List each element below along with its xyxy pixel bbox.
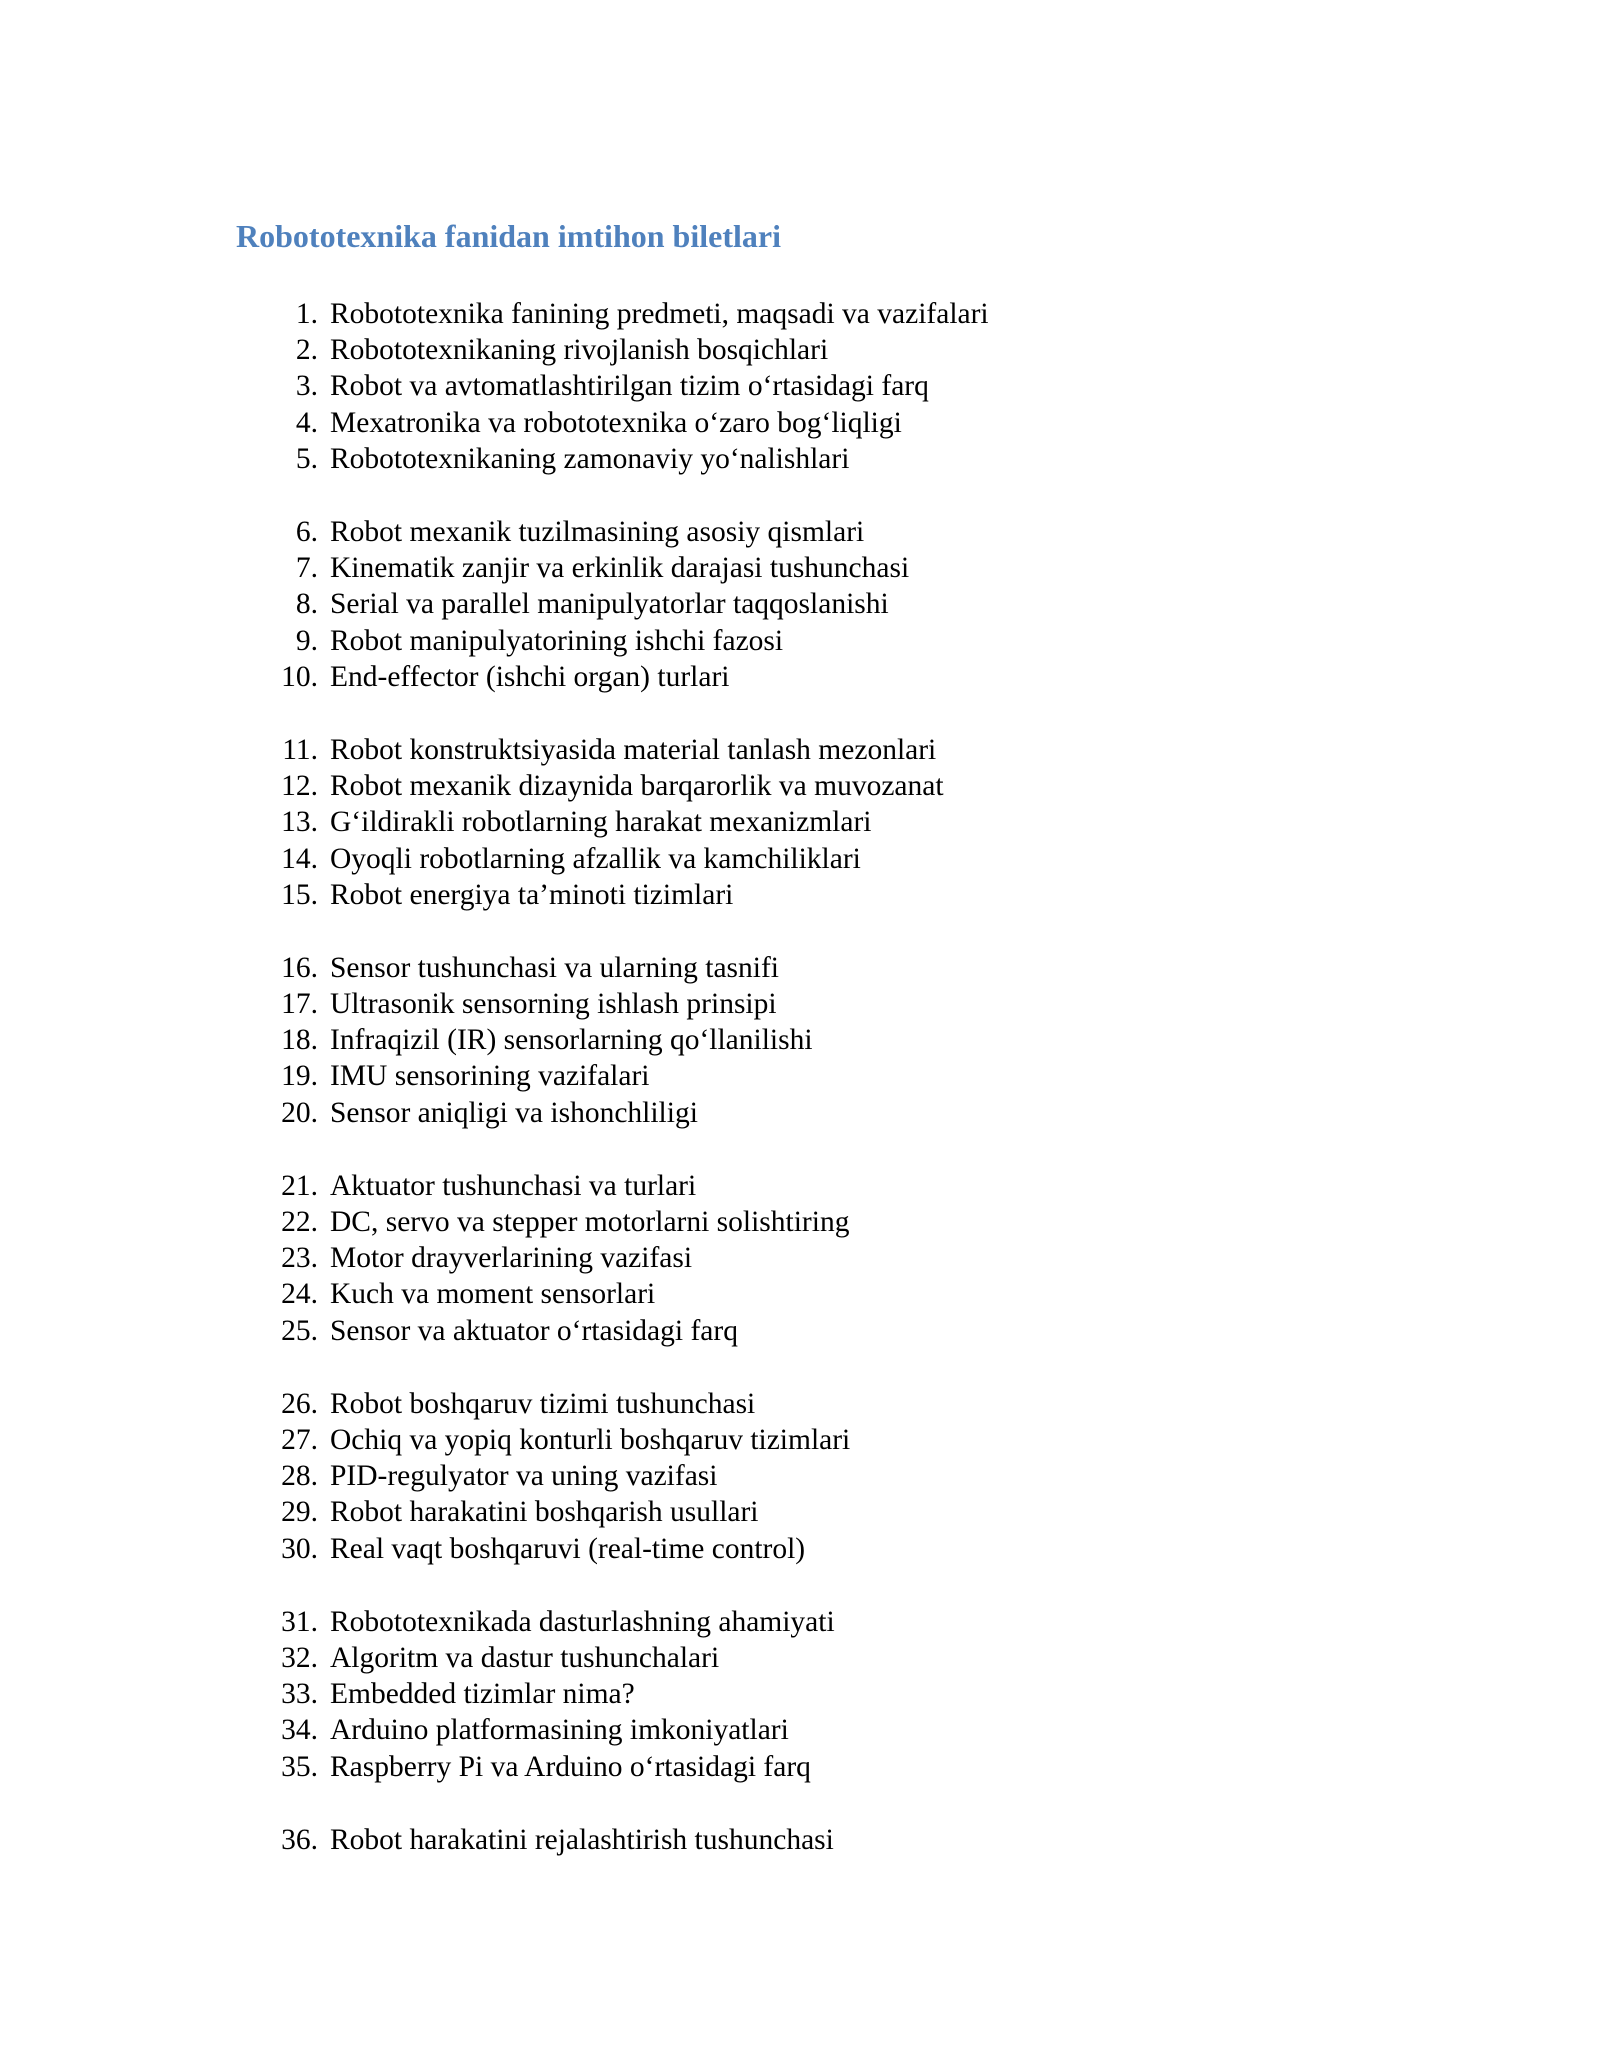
list-item (236, 1640, 989, 1676)
list-item-number: 12. (281, 769, 318, 802)
list-item (236, 659, 989, 695)
list-item (236, 369, 989, 405)
list-item-text: Robot mexanik tuzilmasining asosiy qismlari (330, 515, 865, 548)
question-group (236, 1604, 989, 1785)
list-item (236, 550, 989, 586)
list-item (236, 1241, 989, 1277)
list-item-text: Real vaqt boshqaruvi (real-time control) (330, 1532, 806, 1565)
list-item-number: 30. (281, 1532, 318, 1565)
list-item (236, 1422, 989, 1458)
list-item-text: Arduino platformasining imkoniyatlari (330, 1714, 789, 1747)
list-item-number: 5. (295, 442, 318, 475)
list-item-number: 32. (281, 1641, 318, 1674)
question-group (236, 1386, 989, 1567)
list-item-number: 22. (281, 1205, 318, 1238)
list-item-text: Robot harakatini rejalashtirish tushunchasi (330, 1823, 834, 1856)
list-item-text: Sensor tushunchasi va ularning tasnifi (330, 951, 779, 984)
list-item (236, 1495, 989, 1531)
list-item (236, 1604, 989, 1640)
list-item-text: Robot konstruktsiyasida material tanlash mezonlari (330, 733, 937, 766)
list-item (236, 1822, 989, 1858)
list-item (236, 1204, 989, 1240)
list-item-text: Sensor aniqligi va ishonchliligi (330, 1096, 698, 1129)
list-item-text: Embedded tizimlar nima? (330, 1678, 635, 1711)
list-item-number: 28. (281, 1460, 318, 1493)
list-item-number: 34. (281, 1714, 318, 1747)
list-item-text: Kuch va moment sensorlari (330, 1278, 656, 1311)
list-item (236, 1459, 989, 1495)
question-group (236, 296, 989, 477)
list-item-text: G‘ildirakli robotlarning harakat mexanizmlari (330, 806, 872, 839)
list-item-text: Robot manipulyatorining ishchi fazosi (330, 624, 784, 657)
list-item-text: Kinematik zanjir va erkinlik darajasi tushunchasi (330, 551, 910, 584)
list-item-text: Robototexnika fanining predmeti, maqsadi va vazifalari (330, 297, 989, 330)
list-item (236, 1713, 989, 1749)
list-item (236, 405, 989, 441)
list-item (236, 1168, 989, 1204)
question-group (236, 514, 989, 695)
list-item-text: Robot va avtomatlashtirilgan tizim o‘rtasidagi farq (330, 370, 929, 403)
list-item-number: 19. (281, 1060, 318, 1093)
list-item-text: Robototexnikaning rivojlanish bosqichlari (330, 333, 829, 366)
list-item (236, 768, 989, 804)
list-item-number: 25. (281, 1314, 318, 1347)
list-item (236, 1313, 989, 1349)
list-item (236, 1059, 989, 1095)
list-item-number: 26. (281, 1387, 318, 1420)
list-item (236, 514, 989, 550)
question-group (236, 1822, 989, 1858)
question-group (236, 950, 989, 1131)
list-item (236, 841, 989, 877)
list-item (236, 1531, 989, 1567)
list-item (236, 1749, 989, 1785)
list-item-number: 4. (295, 406, 318, 439)
list-item (236, 986, 989, 1022)
list-item (236, 1386, 989, 1422)
list-item-text: Mexatronika va robototexnika o‘zaro bog‘liqligi (330, 406, 902, 439)
list-item-text: Ochiq va yopiq konturli boshqaruv tizimlari (330, 1423, 851, 1456)
list-item-number: 14. (281, 842, 318, 875)
list-item-number: 18. (281, 1024, 318, 1057)
list-item-text: Algoritm va dastur tushunchalari (330, 1641, 720, 1674)
list-item-number: 10. (281, 660, 318, 693)
question-group (236, 1168, 989, 1349)
list-item (236, 296, 989, 332)
list-item-number: 21. (281, 1169, 318, 1202)
list-item-number: 13. (281, 806, 318, 839)
list-item-text: Aktuator tushunchasi va turlari (330, 1169, 697, 1202)
list-item (236, 1677, 989, 1713)
list-item-text: DC, servo va stepper motorlarni solishtiring (330, 1205, 850, 1238)
list-item (236, 1095, 989, 1131)
list-item-text: Robototexnikaning zamonaviy yo‘nalishlari (330, 442, 850, 475)
list-item-text: Ultrasonik sensorning ishlash prinsipi (330, 987, 777, 1020)
list-item-number: 9. (295, 624, 318, 657)
list-item (236, 623, 989, 659)
question-list (236, 296, 989, 1895)
list-item-text: Raspberry Pi va Arduino o‘rtasidagi farq (330, 1750, 811, 1783)
list-item-number: 16. (281, 951, 318, 984)
list-item-number: 17. (281, 987, 318, 1020)
list-item (236, 1277, 989, 1313)
list-item (236, 877, 989, 913)
list-item-text: Motor drayverlarining vazifasi (330, 1242, 693, 1275)
list-item-text: IMU sensorining vazifalari (330, 1060, 650, 1093)
list-item (236, 587, 989, 623)
list-item-number: 8. (295, 588, 318, 621)
list-item-number: 35. (281, 1750, 318, 1783)
list-item (236, 950, 989, 986)
list-item (236, 805, 989, 841)
list-item-text: Robot mexanik dizaynida barqarorlik va muvozanat (330, 769, 944, 802)
list-item-number: 31. (281, 1605, 318, 1638)
list-item-text: Robototexnikada dasturlashning ahamiyati (330, 1605, 835, 1638)
list-item-text: Robot harakatini boshqarish usullari (330, 1496, 759, 1529)
list-item-number: 11. (282, 733, 318, 766)
list-item-number: 24. (281, 1278, 318, 1311)
list-item-text: Serial va parallel manipulyatorlar taqqoslanishi (330, 588, 889, 621)
list-item-text: Sensor va aktuator o‘rtasidagi farq (330, 1314, 738, 1347)
list-item (236, 441, 989, 477)
list-item-text: Infraqizil (IR) sensorlarning qo‘llanilishi (330, 1024, 813, 1057)
list-item (236, 732, 989, 768)
list-item-number: 3. (295, 370, 318, 403)
list-item-number: 33. (281, 1678, 318, 1711)
list-item-number: 27. (281, 1423, 318, 1456)
list-item-number: 2. (295, 333, 318, 366)
list-item-number: 7. (295, 551, 318, 584)
list-item-number: 1. (295, 297, 318, 330)
list-item-text: PID-regulyator va uning vazifasi (330, 1460, 718, 1493)
list-item-number: 36. (281, 1823, 318, 1856)
list-item-text: Robot boshqaruv tizimi tushunchasi (330, 1387, 756, 1420)
list-item-text: Oyoqli robotlarning afzallik va kamchiliklari (330, 842, 861, 875)
list-item-number: 23. (281, 1242, 318, 1275)
document-title: Robototexnika fanidan imtihon biletlari (236, 218, 781, 254)
list-item-text: End-effector (ishchi organ) turlari (330, 660, 730, 693)
list-item-number: 15. (281, 878, 318, 911)
list-item-number: 6. (295, 515, 318, 548)
list-item-number: 29. (281, 1496, 318, 1529)
question-group (236, 732, 989, 913)
list-item (236, 332, 989, 368)
list-item-text: Robot energiya ta’minoti tizimlari (330, 878, 734, 911)
list-item (236, 1023, 989, 1059)
list-item-number: 20. (281, 1096, 318, 1129)
